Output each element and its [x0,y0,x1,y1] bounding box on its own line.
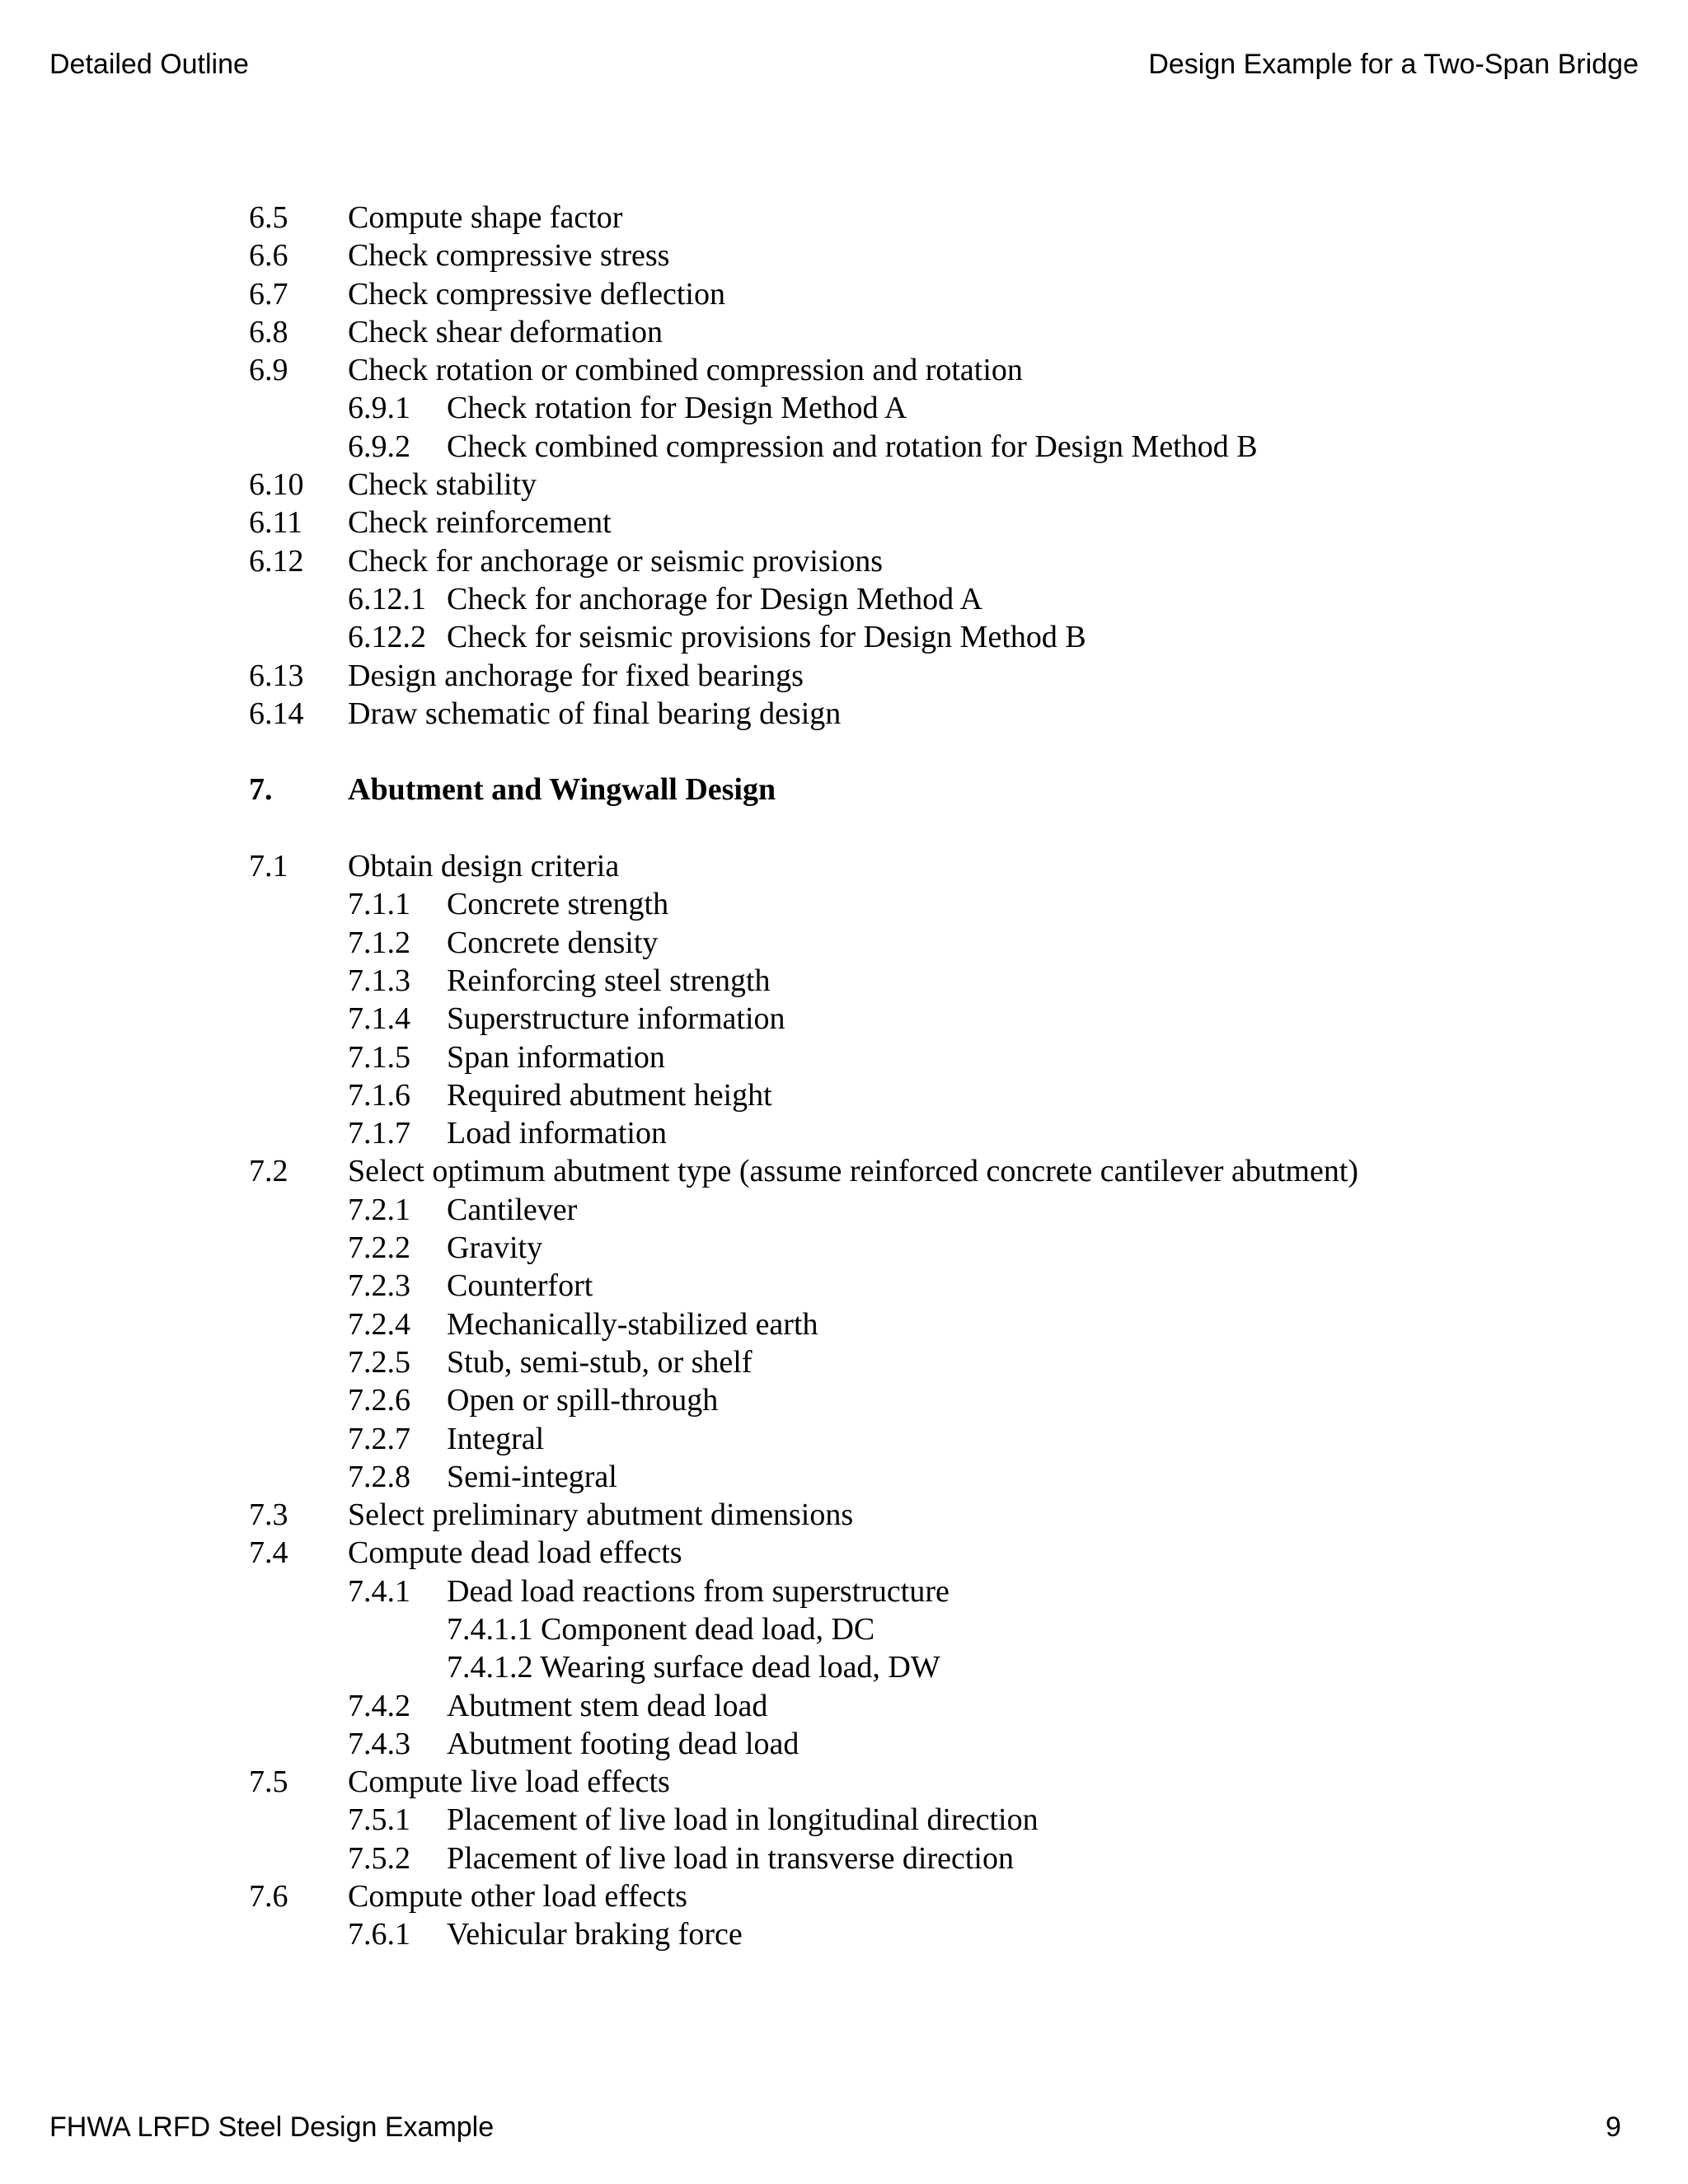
outline-text: Semi-integral [447,1459,617,1494]
outline-subsubitem [0,1610,1688,1648]
outline-text: Counterfort [447,1268,593,1304]
outline-subitem [0,1305,1688,1343]
outline-text: Integral [447,1421,545,1456]
outline-number: 7.2 [249,1154,288,1189]
outline-text: Check reinforcement [348,505,612,541]
outline-subitem [0,1229,1688,1267]
outline-subitem [0,1000,1688,1038]
running-footer-left: FHWA LRFD Steel Design Example [49,2111,495,2143]
outline-text: Compute live load effects [348,1765,670,1800]
outline-text: Concrete strength [447,887,669,922]
outline-item [0,1763,1688,1801]
outline-subitem [0,885,1688,923]
outline-subitem [0,1915,1688,1953]
outline-text: Check stability [348,467,537,503]
outline-text: Abutment footing dead load [447,1726,799,1761]
page-number: 9 [1606,2111,1621,2143]
running-header-right: Design Example for a Two-Span Bridge [1148,49,1639,80]
outline-number: 7.5.1 [348,1802,410,1838]
outline-number: 7.2.4 [348,1306,410,1342]
outline-subitem [0,618,1688,656]
outline-text: Placement of live load in transverse direction [447,1840,1014,1876]
outline-text: Required abutment height [447,1077,772,1113]
outline-number: 7.3 [249,1497,288,1533]
outline-text: Check for seismic provisions for Design Method B [447,620,1086,655]
outline-number: 6.12 [249,543,304,579]
outline-subitem [0,1840,1688,1877]
outline-text: Select optimum abutment type (assume reinforced concrete cantilever abutment) [348,1154,1359,1189]
outline-number: 7.1.5 [348,1039,410,1075]
outline-item [0,847,1688,885]
outline-number: 7.1 [249,849,288,884]
outline-text: Abutment stem dead load [447,1688,768,1723]
outline-item [0,542,1688,580]
outline-subitem [0,1420,1688,1458]
outline-subitem [0,1343,1688,1381]
outline-item [0,1496,1688,1534]
outline-subitem [0,1191,1688,1229]
outline-item [0,351,1688,389]
outline-item [0,237,1688,274]
outline-text: Concrete density [447,925,659,960]
outline-item [0,657,1688,695]
outline-item [0,504,1688,541]
outline-text: Check for anchorage for Design Method A [447,581,983,616]
outline-text: Dead load reactions from superstructure [447,1573,950,1609]
outline-number: 6.10 [249,467,304,503]
outline-subitem [0,1687,1688,1725]
outline-number: 7.1.1 [348,887,410,922]
outline-number: 7.6 [249,1879,288,1915]
outline-number: 7.4.3 [348,1726,410,1761]
outline-number: 7.2.1 [348,1192,410,1227]
outline-text: Check rotation for Design Method A [447,391,907,426]
outline-text: Check combined compression and rotation for Design Method B [447,429,1258,464]
outline-number: 7.1.4 [348,1001,410,1037]
outline-number: 7.4.1 [348,1573,410,1609]
outline-number: 7.1.6 [348,1077,410,1113]
outline-number: 6.12.1 [348,581,426,616]
outline-text: Check rotation or combined compression and rotation [348,353,1023,388]
outline-item [0,1877,1688,1915]
outline-subitem [0,924,1688,962]
outline-number: 6.13 [249,658,304,693]
outline-item [0,466,1688,504]
outline-subitem [0,580,1688,618]
outline-text: Stub, semi-stub, or shelf [447,1344,753,1380]
outline-subitem [0,1572,1688,1610]
outline-number: 7.5.2 [348,1840,410,1876]
outline-number: 6.11 [249,505,303,541]
outline-number: 6.9.1 [348,391,410,426]
outline-item [0,313,1688,351]
outline-number: 6.9 [249,353,288,388]
outline-number: 6.12.2 [348,620,426,655]
outline-text: Mechanically-stabilized earth [447,1306,818,1342]
outline-subitem [0,1725,1688,1763]
outline-text: Check compressive stress [348,238,670,274]
outline-subitem [0,1038,1688,1076]
outline-number: 7.6.1 [348,1917,410,1952]
outline-number: 7.1.3 [348,963,410,998]
outline-subitem [0,389,1688,427]
outline-subitem [0,1381,1688,1419]
outline-text: Compute shape factor [348,200,623,235]
spacer [0,733,1688,771]
outline-text: Compute other load effects [348,1879,687,1915]
outline-text: Gravity [447,1230,543,1266]
outline-text: 7.4.1.2 Wearing surface dead load, DW [447,1650,940,1685]
outline-number: 7.1.2 [348,925,410,960]
outline-text: Open or spill-through [447,1383,719,1418]
spacer [0,809,1688,847]
outline-number: 6.6 [249,238,288,274]
outline-number: 7.2.6 [348,1383,410,1418]
outline-text: Draw schematic of final bearing design [348,696,842,731]
outline-number: 6.14 [249,696,304,731]
outline-text: Select preliminary abutment dimensions [348,1497,854,1533]
outline-number: 7.2.5 [348,1344,410,1380]
outline-item [0,695,1688,733]
outline-text: Load information [447,1116,667,1151]
outline-number: 7.2.7 [348,1421,410,1456]
outline-text: Vehicular braking force [447,1917,743,1952]
outline-number: 6.5 [249,200,288,235]
outline-number: 6.8 [249,314,288,349]
outline-item [0,275,1688,313]
outline-text: Design anchorage for fixed bearings [348,658,804,693]
outline-list [0,199,1688,1954]
outline-text: Check compressive deflection [348,276,725,312]
outline-subitem [0,1267,1688,1305]
outline-number: 7.4.2 [348,1688,410,1723]
outline-text: Superstructure information [447,1001,785,1037]
outline-text: Obtain design criteria [348,849,620,884]
outline-subitem [0,1076,1688,1114]
outline-number: 7.2.2 [348,1230,410,1266]
outline-subitem [0,428,1688,466]
outline-subitem [0,1458,1688,1496]
outline-number: 7.2.3 [348,1268,410,1304]
outline-item [0,1152,1688,1190]
outline-number: 7.1.7 [348,1116,410,1151]
outline-number: 6.9.2 [348,429,410,464]
section-heading [0,771,1688,808]
section-title: Abutment and Wingwall Design [348,772,776,808]
outline-number: 6.7 [249,276,288,312]
outline-text: Span information [447,1039,665,1075]
outline-item [0,1534,1688,1572]
outline-text: Placement of live load in longitudinal direction [447,1802,1039,1838]
running-header-left: Detailed Outline [49,49,249,80]
outline-number: 7.4 [249,1535,288,1571]
outline-text: 7.4.1.1 Component dead load, DC [447,1611,875,1647]
outline-number: 7.2.8 [348,1459,410,1494]
outline-text: Check for anchorage or seismic provisions [348,543,883,579]
outline-subitem [0,962,1688,1000]
outline-text: Reinforcing steel strength [447,963,771,998]
outline-text: Check shear deformation [348,314,663,349]
section-number: 7. [249,772,273,808]
outline-subsubitem [0,1648,1688,1686]
outline-item [0,199,1688,237]
outline-text: Cantilever [447,1192,578,1227]
outline-subitem [0,1801,1688,1839]
outline-number: 7.5 [249,1765,288,1800]
outline-text: Compute dead load effects [348,1535,682,1571]
outline-subitem [0,1114,1688,1152]
